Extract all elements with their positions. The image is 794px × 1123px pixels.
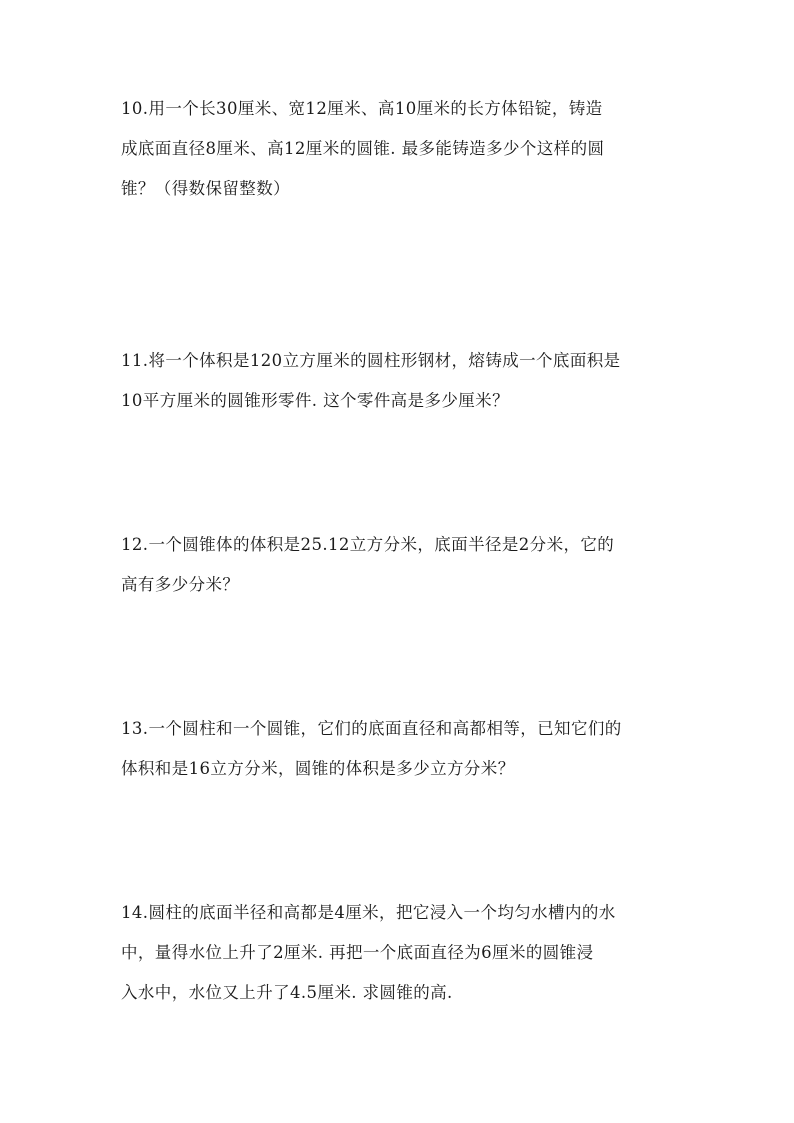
question-13 <box>121 709 681 789</box>
question-11-line-2: 10平方厘米的圆锥形零件. 这个零件高是多少厘米？ <box>121 391 509 410</box>
question-10-line-3: 锥？（得数保留整数） <box>121 179 290 198</box>
question-12-line-1: 12.一个圆锥体的体积是25.12立方分米，底面半径是2分米，它的 <box>121 535 615 554</box>
question-13-line-2: 体积和是16立方分米，圆锥的体积是多少立方分米？ <box>121 759 515 778</box>
question-11 <box>121 341 681 421</box>
question-14-line-1: 14.圆柱的底面半径和高都是4厘米，把它浸入一个均匀水槽内的水 <box>121 903 616 922</box>
question-13-line-1: 13.一个圆柱和一个圆锥，它们的底面直径和高都相等，已知它们的 <box>121 719 622 738</box>
question-12-line-2: 高有多少分米？ <box>121 575 240 594</box>
question-14-line-3: 入水中，水位又上升了4.5厘米. 求圆锥的高. <box>121 983 453 1002</box>
question-10-line-1: 10.用一个长30厘米、宽12厘米、高10厘米的长方体铅锭，铸造 <box>121 99 603 118</box>
question-11-line-1: 11.将一个体积是120立方厘米的圆柱形钢材，熔铸成一个底面积是 <box>121 351 621 370</box>
question-14 <box>121 893 681 1013</box>
question-12 <box>121 525 681 605</box>
question-10-line-2: 成底面直径8厘米、高12厘米的圆锥. 最多能铸造多少个这样的圆 <box>121 139 605 158</box>
question-10 <box>121 89 681 209</box>
question-14-line-2: 中，量得水位上升了2厘米. 再把一个底面直径为6厘米的圆锥浸 <box>121 943 594 962</box>
